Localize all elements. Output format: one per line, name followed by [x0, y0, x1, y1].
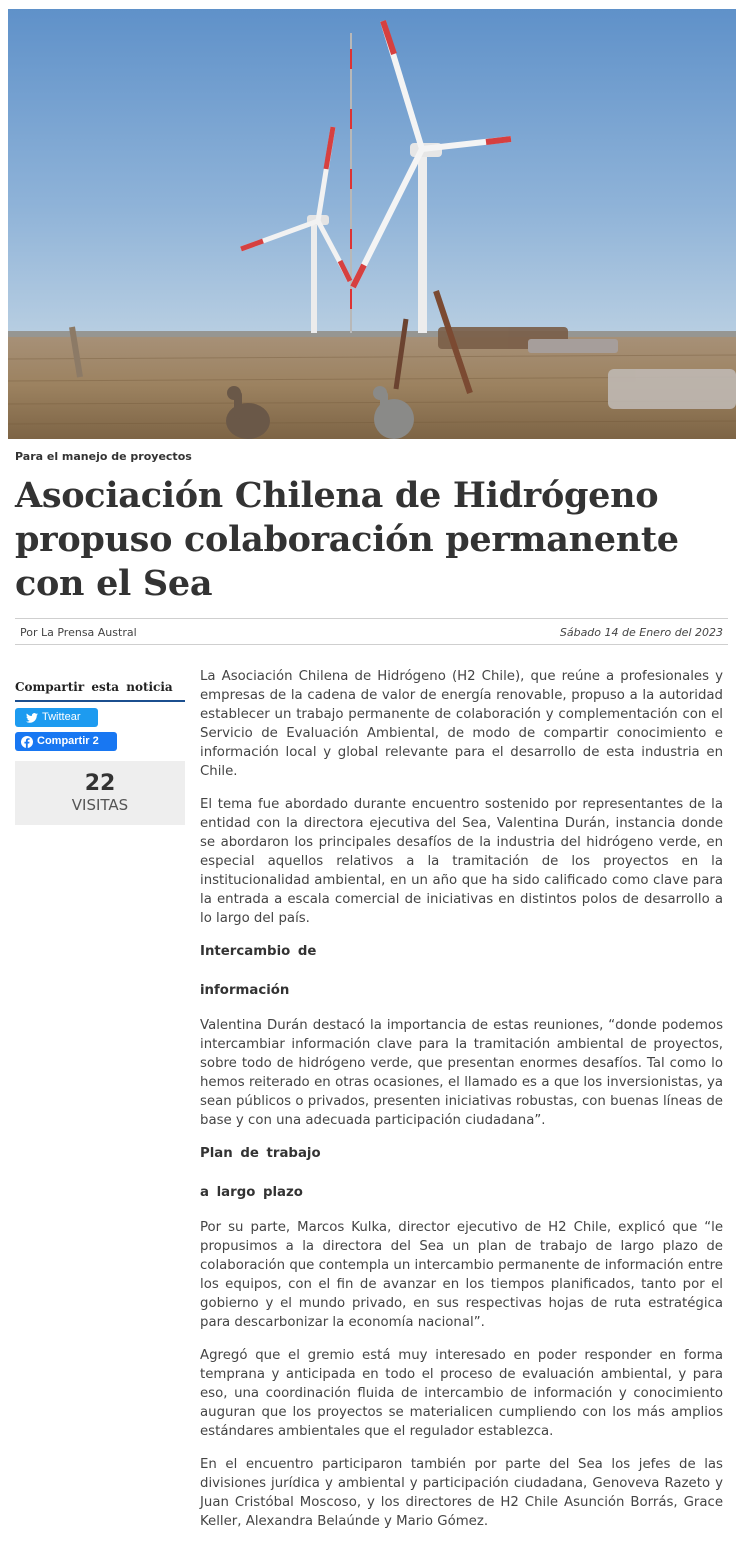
share-title: Compartir esta noticia	[15, 680, 185, 702]
twitter-share-button[interactable]	[15, 708, 98, 727]
article-paragraph: Por su parte, Marcos Kulka, director ejecutivo de H2 Chile, explicó que “le propusimos a la directora del Sea un plan de trabajo de largo plazo de colaboración que contempla un intercambio permanente de información entre los equipos, con el fin de avanzar en los tiempos planificados, tanto por el gobierno y el mundo privado, en sus respectivas hojas de ruta estratégica para descarbonizar la economía nacional”.	[200, 1220, 723, 1330]
facebook-share-label: Compartir 2	[37, 735, 99, 747]
article-author: Por La Prensa Austral	[20, 626, 137, 639]
article-paragraph: En el encuentro participaron también por parte del Sea los jefes de las divisiones jurídica y ambiental y participación ciudadana, Genoveva Razeto y Juan Cristóbal Moscoso, y los directores de H2 Chile Asunción Borrás, Grace Keller, Alexandra Belaúnde y Mario Gómez.	[200, 1457, 723, 1529]
visits-label: VISITAS	[71, 796, 129, 814]
article-kicker: Para el manejo de proyectos	[15, 450, 192, 463]
article-paragraph: La Asociación Chilena de Hidrógeno (H2 Chile), que reúne a profesionales y empresas de la cadena de valor de energía renovable, propuso a la autoridad establecer un trabajo permanente de colaboración y complementación con el Servicio de Evaluación Ambiental, de modo de compartir conocimiento e información local y global relevante para el desarrollo de esta industria en Chile.	[200, 669, 723, 779]
facebook-share-button[interactable]	[15, 732, 117, 751]
byline-bar	[15, 618, 728, 645]
twitter-bird-icon	[26, 713, 38, 723]
visits-count: 22	[84, 771, 116, 796]
article-headline: Asociación Chilena de Hidrógeno propuso colaboración permanente con el Sea	[15, 475, 679, 604]
article-paragraph: El tema fue abordado durante encuentro sostenido por representantes de la entidad con la directora ejecutiva del Sea, Valentina Durán, instancia donde se abordaron los principales desafíos de la industria del hidrógeno verde, en especial aquellos relativos a la tramitación de los proyectos en la institucionalidad ambiental, en un año que ha sido calificado como clave para la entrada a escala comercial de iniciativas en distintos polos de desarrollo a lo largo del país.	[200, 797, 723, 926]
visits-counter	[15, 761, 185, 825]
article-subheading: información	[200, 983, 290, 998]
hero-image	[8, 9, 736, 439]
article-subheading: Intercambio de	[200, 944, 317, 959]
twitter-share-label: Twittear	[42, 711, 81, 723]
article-paragraph: Valentina Durán destacó la importancia de estas reuniones, “donde podemos intercambiar información clave para la tramitación ambiental de proyectos, sobre todo de hidrógeno verde, que presentan enormes desafíos. Tal como lo hemos reiterado en otras ocasiones, el llamado es a que los inversionistas, ya sean públicos o privados, presenten iniciativas robustas, con buenas líneas de base y con una adecuada participación ciudadana”.	[200, 1018, 723, 1128]
article-subheading: Plan de trabajo	[200, 1146, 321, 1161]
article-subheading: a largo plazo	[200, 1185, 303, 1200]
article-body	[200, 667, 723, 1545]
facebook-icon	[21, 736, 33, 748]
article-date: Sábado 14 de Enero del 2023	[559, 626, 723, 639]
article-paragraph: Agregó que el gremio está muy interesado en poder responder en forma temprana y anticipada en todo el proceso de evaluación ambiental, y para eso, una coordinación fluida de intercambio de información y conocimiento auguran que los proyectos se materialicen cumpliendo con los más amplios estándares ambientales que el regulador establezca.	[200, 1348, 723, 1439]
